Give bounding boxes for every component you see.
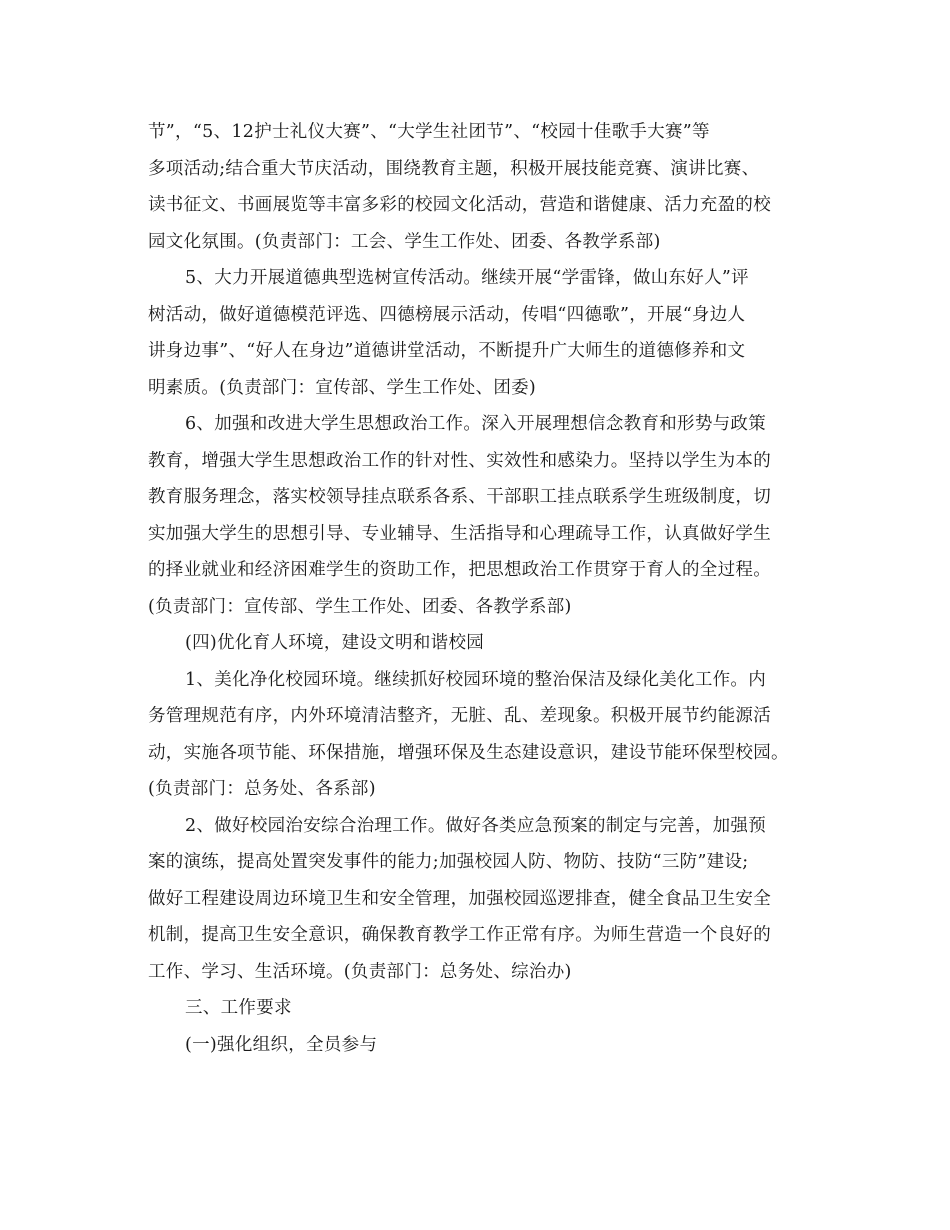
text-line: 做好工程建设周边环境卫生和安全管理，加强校园巡逻排查，健全食品卫生安全 [148,888,771,909]
text-line: 读书征文、书画展览等丰富多彩的校园文化活动，营造和谐健康、活力充盈的校 [148,195,771,215]
text-line: 机制，提高卫生安全意识，确保教育教学工作正常有序。为师生营造一个良好的 [148,925,771,945]
text-line: 节”，“5、12护士礼仪大赛”、“大学生社团节”、“校园十佳歌手大赛”等 [148,122,710,142]
text-line: 教育服务理念，落实校领导挂点联系各系、干部职工挂点联系学生班级制度，切 [148,487,771,507]
text-line: 树活动，做好道德模范评选、四德榜展示活动，传唱“四德歌”，开展“身边人 [148,304,746,325]
text-line: 5、大力开展道德典型选树宣传活动。继续开展“学雷锋，做山东好人”评 [185,268,749,288]
text-line: 三、工作要求 [185,998,292,1018]
text-line: 的择业就业和经济困难学生的资助工作，把思想政治工作贯穿于育人的全过程。 [148,560,771,580]
text-line: (负责部门：宣传部、学生工作处、团委、各教学系部) [148,596,572,617]
text-line: 实加强大学生的思想引导、专业辅导、生活指导和心理疏导工作，认真做好学生 [148,523,771,544]
text-line: 6、加强和改进大学生思想政治工作。深入开展理想信念教育和形势与政策 [185,414,767,434]
text-line: 案的演练，提高处置突发事件的能力;加强校园人防、物防、技防“三防”建设; [148,852,749,872]
text-line: 动，实施各项节能、环保措施，增强环保及生态建设意识，建设节能环保型校园。 [148,742,789,763]
document-body [148,114,808,1063]
text-line: 教育，增强大学生思想政治工作的针对性、实效性和感染力。坚持以学生为本的 [148,450,771,471]
text-line: 工作、学习、生活环境。(负责部门：总务处、综治办) [148,961,572,982]
text-line: (四)优化育人环境，建设文明和谐校园 [185,633,485,653]
text-line: (负责部门：总务处、各系部) [148,779,376,799]
text-line: (一)强化组织，全员参与 [185,1034,378,1055]
text-line: 1、美化净化校园环境。继续抓好校园环境的整治保洁及绿化美化工作。内 [185,669,767,690]
text-line: 2、做好校园治安综合治理工作。做好各类应急预案的制定与完善，加强预 [185,815,767,836]
text-line: 务管理规范有序，内外环境清洁整齐，无脏、乱、差现象。积极开展节约能源活 [148,706,771,726]
text-line: 园文化氛围。(负责部门：工会、学生工作处、团委、各教学系部) [148,231,661,252]
text-line: 明素质。(负责部门：宣传部、学生工作处、团委) [148,377,537,398]
text-line: 多项活动;结合重大节庆活动，围绕教育主题，积极开展技能竞赛、演讲比赛、 [148,158,760,179]
text-line: 讲身边事”、“好人在身边”道德讲堂活动，不断提升广大师生的道德修养和文 [148,341,746,361]
